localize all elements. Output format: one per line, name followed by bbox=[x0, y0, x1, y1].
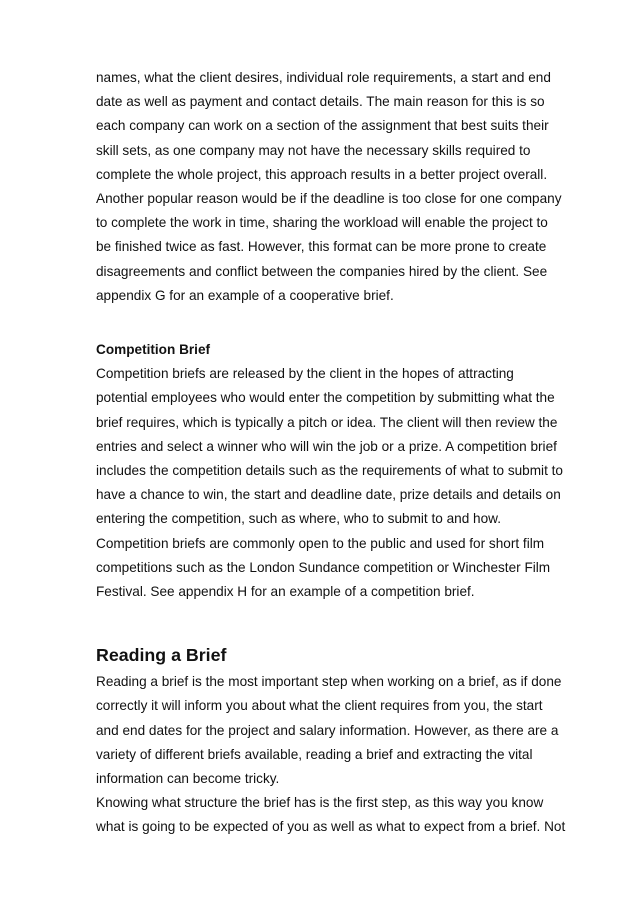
text-line: appendix G for an example of a cooperative brief. bbox=[96, 287, 394, 303]
text-line: and end dates for the project and salary information. However, as there are a bbox=[96, 722, 559, 738]
text-line: Knowing what structure the brief has is the first step, as this way you know bbox=[96, 795, 544, 811]
text-line: potential employees who would enter the competition by submitting what the bbox=[96, 390, 555, 406]
text-line: variety of different briefs available, reading a brief and extracting the vital bbox=[96, 746, 533, 762]
text-line: correctly it will inform you about what the client requires from you, the start bbox=[96, 698, 543, 714]
text-line: Another popular reason would be if the deadline is too close for one company bbox=[96, 190, 562, 206]
text-line: competitions such as the London Sundance competition or Winchester Film bbox=[96, 559, 551, 575]
text-line: disagreements and conflict between the companies hired by the client. See bbox=[96, 263, 548, 279]
text-line: Festival. See appendix H for an example of a competition brief. bbox=[96, 583, 475, 599]
text-line: have a chance to win, the start and deadline date, prize details and details on bbox=[96, 487, 561, 503]
cooperative-brief-paragraph bbox=[96, 66, 562, 308]
reading-a-brief-heading: Reading a Brief bbox=[96, 645, 227, 666]
text-line: entering the competition, such as where, who to submit to and how. bbox=[96, 511, 502, 527]
competition-brief-paragraph bbox=[96, 362, 563, 604]
paragraph-spacer bbox=[96, 308, 556, 332]
text-line: date as well as payment and contact details. The main reason for this is so bbox=[96, 94, 545, 110]
competition-brief-heading: Competition Brief bbox=[96, 342, 211, 358]
text-line: complete the whole project, this approach results in a better project overall. bbox=[96, 166, 548, 182]
text-line: each company can work on a section of the assignment that best suits their bbox=[96, 118, 549, 134]
document-body bbox=[96, 66, 566, 839]
text-line: Competition briefs are commonly open to the public and used for short film bbox=[96, 535, 545, 551]
text-line: skill sets, as one company may not have the necessary skills required to bbox=[96, 142, 531, 158]
text-line: entries and select a winner who will win the job or a prize. A competition brief bbox=[96, 438, 557, 454]
text-line: names, what the client desires, individual role requirements, a start and end bbox=[96, 70, 551, 85]
text-line: to complete the work in time, sharing the workload will enable the project to bbox=[96, 215, 548, 231]
text-line: includes the competition details such as the requirements of what to submit to bbox=[96, 463, 563, 478]
text-line: Reading a brief is the most important step when working on a brief, as if done bbox=[96, 674, 562, 690]
text-line: information can become tricky. bbox=[96, 770, 280, 786]
text-line: Competition briefs are released by the client in the hopes of attracting bbox=[96, 366, 514, 382]
text-line: what is going to be expected of you as well as what to expect from a brief. Not bbox=[96, 819, 566, 835]
text-line: brief requires, which is typically a pitch or idea. The client will then review the bbox=[96, 414, 558, 430]
text-line: be finished twice as fast. However, this format can be more prone to create bbox=[96, 239, 547, 255]
reading-brief-paragraph bbox=[96, 670, 566, 839]
